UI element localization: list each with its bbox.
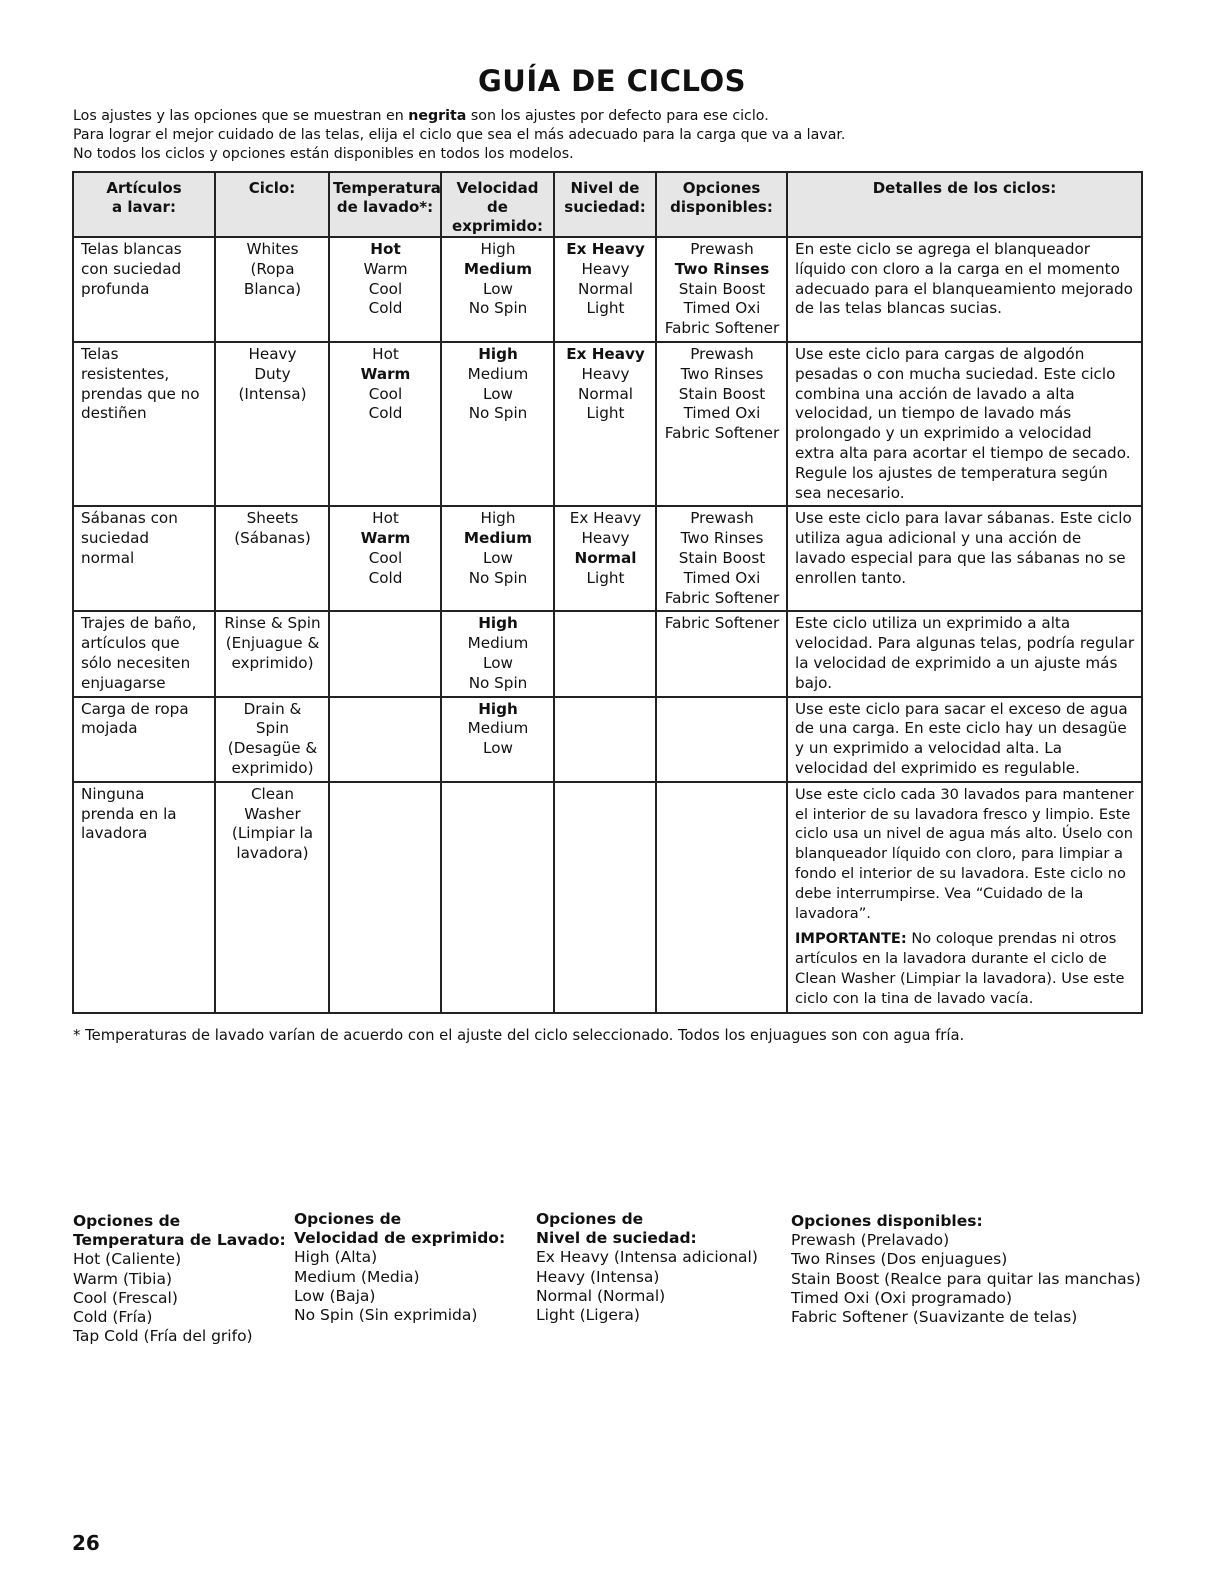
legend-item: Two Rinses (Dos enjuagues) (791, 1250, 1008, 1269)
header-items: Artículos a lavar: (73, 172, 215, 237)
legend-heading: Opciones de (536, 1210, 644, 1228)
details-text: En este ciclo se agrega el blanqueador líquido con cloro a la carga en el momento adecuado para el blanqueamiento mejorado de las telas blancas sucias. (795, 240, 1133, 318)
table-body (73, 237, 1142, 1013)
intro-line-2: Para lograr el mejor cuidado de las telas, elija el ciclo que sea el más adecuado para la carga que va a lavar. (73, 127, 846, 143)
cell-value: Heavy (581, 364, 630, 383)
cell-value: Stain Boost (678, 548, 766, 567)
cell-value: Ex Heavy (569, 509, 642, 528)
cell-value: No Spin (468, 299, 528, 318)
cell-value: Low (483, 279, 513, 298)
cell-speed (441, 342, 554, 506)
cell-items: Telas resistentes, prendas que no destiñen (73, 342, 215, 506)
footnote: * Temperaturas de lavado varían de acuerdo con el ajuste del ciclo seleccionado. Todos los enjuagues son con agua fría. (73, 1027, 965, 1044)
cell-value: Medium (467, 364, 529, 383)
legend-item: Warm (Tibia) (73, 1269, 172, 1288)
legend-item: Low (Baja) (294, 1286, 376, 1305)
cell-value: Timed Oxi (683, 299, 761, 318)
cell-value: Low (483, 653, 513, 672)
header-details: Detalles de los ciclos: (787, 172, 1142, 237)
cell-value: Fabric Softener (664, 319, 780, 338)
cell-temp (329, 506, 441, 611)
legend-item: Hot (Caliente) (73, 1250, 182, 1269)
cell-soil (554, 697, 656, 782)
cell-value: Stain Boost (678, 384, 766, 403)
cell-soil (554, 611, 656, 696)
cell-speed (441, 237, 554, 342)
cell-details (787, 506, 1142, 611)
cell-temp (329, 782, 441, 1014)
cell-cycle: Rinse & Spin (Enjuague & exprimido) (215, 611, 329, 696)
important-note (795, 929, 1135, 1008)
cell-value: High (480, 509, 516, 528)
cell-options (656, 782, 787, 1014)
cell-value: High (478, 699, 518, 718)
cell-value: Cold (368, 299, 403, 318)
cell-speed (441, 697, 554, 782)
header-temperature: Temperatura de lavado*: (329, 172, 441, 237)
legend-item: Heavy (Intensa) (536, 1267, 660, 1286)
cell-value: Medium (463, 529, 533, 548)
cell-cycle: Sheets (Sábanas) (215, 506, 329, 611)
cell-details (787, 611, 1142, 696)
cycle-guide-table (72, 171, 1143, 1014)
cell-cycle: Heavy Duty (Intensa) (215, 342, 329, 506)
intro-line-1 (73, 107, 1153, 126)
cell-options (656, 506, 787, 611)
cell-value: High (478, 614, 518, 633)
cell-value: Normal (574, 548, 637, 567)
cell-value: Timed Oxi (683, 568, 761, 587)
cell-value: Medium (467, 719, 529, 738)
cell-value: Hot (370, 240, 401, 258)
legend-item: Tap Cold (Fría del grifo) (73, 1327, 253, 1346)
legend-options (791, 1212, 1141, 1327)
cell-value: Warm (363, 259, 408, 278)
cell-value: No Spin (468, 568, 528, 587)
legend-temperature (73, 1212, 286, 1346)
cell-value: Prewash (690, 344, 754, 363)
cell-value: High (478, 344, 518, 363)
cell-value: Fabric Softener (664, 614, 780, 633)
cell-value: Warm (360, 529, 411, 548)
cell-value: Hot (372, 509, 399, 528)
table-row (73, 237, 1142, 342)
legend-item: Normal (Normal) (536, 1286, 666, 1305)
table-row (73, 697, 1142, 782)
important-label: IMPORTANTE: (795, 930, 907, 948)
cell-value: Low (483, 384, 513, 403)
cell-temp (329, 342, 441, 506)
cell-value: Stain Boost (678, 279, 766, 298)
legend-heading: Velocidad de exprimido: (294, 1229, 506, 1248)
table-header-row (73, 172, 1142, 237)
header-options: Opciones disponibles: (656, 172, 787, 237)
table-row (73, 342, 1142, 506)
legend-spin-speed (294, 1210, 505, 1325)
cell-temp (329, 237, 441, 342)
details-text: Use este ciclo para lavar sábanas. Este ciclo utiliza agua adicional y una acción de lavado especial para que las sábanas no se enrollen tanto. (795, 509, 1132, 587)
cell-value: Cold (368, 568, 403, 587)
legend-item: Medium (Media) (294, 1267, 420, 1286)
details-text: Use este ciclo para sacar el exceso de agua de una carga. En este ciclo hay un desagüe y un exprimido a velocidad alta. La velocidad del exprimido es regulable. (795, 699, 1128, 777)
legend-item: Stain Boost (Realce para quitar las manchas) (791, 1269, 1141, 1288)
cell-value: Cool (368, 384, 403, 403)
cell-value: Medium (467, 634, 529, 653)
cell-soil (554, 237, 656, 342)
intro-line-1-pre: Los ajustes y las opciones que se muestran en (73, 108, 409, 124)
legend-item: High (Alta) (294, 1248, 378, 1267)
cell-items: Carga de ropa mojada (73, 697, 215, 782)
cell-soil (554, 506, 656, 611)
cell-value: Light (586, 299, 625, 318)
header-spin-speed: Velocidad de exprimido: (441, 172, 554, 237)
cell-temp (329, 611, 441, 696)
cell-cycle: Whites (Ropa Blanca) (215, 237, 329, 342)
cell-value: Low (483, 548, 513, 567)
important-text: No coloque prendas ni otros artículos en la lavadora durante el ciclo de Clean Washer (Limpiar la lavadora). Use este ciclo con la tina de lavado vacía. (795, 930, 1125, 1007)
cell-value: Cool (368, 548, 403, 567)
cell-details (787, 782, 1142, 1014)
cell-value: Timed Oxi (683, 404, 761, 423)
cell-value: Ex Heavy (566, 240, 645, 258)
cell-value: No Spin (468, 673, 528, 692)
legend-soil-level (536, 1210, 758, 1325)
cell-options (656, 611, 787, 696)
cell-items: Ninguna prenda en la lavadora (73, 782, 215, 1014)
cell-value: Hot (372, 344, 399, 363)
cell-value: Prewash (690, 509, 754, 528)
cell-value: Prewash (690, 240, 754, 258)
legend-item: Cold (Fría) (73, 1308, 153, 1327)
cell-speed (441, 611, 554, 696)
legend-item: No Spin (Sin exprimida) (294, 1306, 478, 1325)
legend-heading: Opciones de (73, 1212, 181, 1230)
cell-cycle: Drain & Spin (Desagüe & exprimido) (215, 697, 329, 782)
legend-item: Timed Oxi (Oxi programado) (791, 1288, 1012, 1307)
cell-value: Medium (463, 259, 533, 278)
legend-heading: Nivel de suciedad: (536, 1229, 697, 1248)
cell-soil (554, 342, 656, 506)
cell-value: Fabric Softener (664, 588, 780, 607)
cell-soil (554, 782, 656, 1014)
cell-value: Normal (578, 279, 633, 298)
cell-value: Low (483, 739, 513, 758)
page-number: 26 (72, 1531, 100, 1555)
cell-speed (441, 506, 554, 611)
cell-value: Light (586, 404, 625, 423)
header-cycle: Ciclo: (215, 172, 329, 237)
legend-item: Cool (Frescal) (73, 1288, 178, 1307)
cell-value: Two Rinses (680, 364, 764, 383)
cell-details (787, 697, 1142, 782)
legend-item: Ex Heavy (Intensa adicional) (536, 1248, 758, 1267)
details-text: Este ciclo utiliza un exprimido a alta velocidad. Para algunas telas, podría regular la velocidad de exprimido a un ajuste más bajo. (795, 614, 1135, 692)
legend-item: Fabric Softener (Suavizante de telas) (791, 1308, 1078, 1327)
cell-value: Heavy (581, 259, 630, 278)
header-soil-level: Nivel de suciedad: (554, 172, 656, 237)
cell-temp (329, 697, 441, 782)
cell-options (656, 237, 787, 342)
details-text: Use este ciclo para cargas de algodón pesadas o con mucha suciedad. Este ciclo combina una acción de lavado a alta velocidad, un tiempo de lavado más prolongado y un exprimido a velocidad extra alta para acortar el tiempo de secado. Regule los ajustes de temperatura según sea necesario. (795, 344, 1131, 502)
table-row (73, 782, 1142, 1014)
cell-value: Warm (360, 364, 411, 383)
cell-value: Cold (368, 404, 403, 423)
cell-value: Light (586, 568, 625, 587)
cell-details (787, 342, 1142, 506)
cell-value: High (480, 240, 516, 258)
legend-heading: Opciones de (294, 1210, 402, 1228)
cell-items: Sábanas con suciedad normal (73, 506, 215, 611)
cell-value: Cool (368, 279, 403, 298)
cell-value: Two Rinses (674, 259, 770, 278)
cell-value: Two Rinses (680, 529, 764, 548)
table-row (73, 506, 1142, 611)
legend-heading: Opciones disponibles: (791, 1212, 983, 1230)
details-text: Use este ciclo cada 30 lavados para mantener el interior de su lavadora fresco y limpio. Este ciclo usa un nivel de agua más alto. Úselo con blanqueador líquido con cloro, para limpiar a fondo el interior de su lavadora. Este ciclo no debe interrumpirse. Vea “Cuidado de la lavadora”. (795, 785, 1134, 922)
cell-cycle: Clean Washer (Limpiar la lavadora) (215, 782, 329, 1014)
legend-item: Prewash (Prelavado) (791, 1231, 950, 1250)
cell-value: Heavy (581, 529, 630, 548)
page-title: GUÍA DE CICLOS (478, 64, 746, 98)
intro-bold-word: negrita (408, 108, 467, 124)
cell-options (656, 697, 787, 782)
cell-value: Ex Heavy (566, 344, 645, 363)
cell-value: Normal (578, 384, 633, 403)
cell-items: Trajes de baño, artículos que sólo necesiten enjuagarse (73, 611, 215, 696)
intro-line-1-post: son los ajustes por defecto para ese ciclo. (466, 108, 769, 124)
legend-item: Light (Ligera) (536, 1306, 640, 1325)
cell-value: Fabric Softener (664, 424, 780, 443)
table-row (73, 611, 1142, 696)
legend-heading: Temperatura de Lavado: (73, 1231, 286, 1250)
intro-text (73, 107, 1153, 164)
cell-speed (441, 782, 554, 1014)
cell-details (787, 237, 1142, 342)
cell-options (656, 342, 787, 506)
cell-value: No Spin (468, 404, 528, 423)
intro-line-3: No todos los ciclos y opciones están disponibles en todos los modelos. (73, 146, 574, 162)
cell-items: Telas blancas con suciedad profunda (73, 237, 215, 342)
